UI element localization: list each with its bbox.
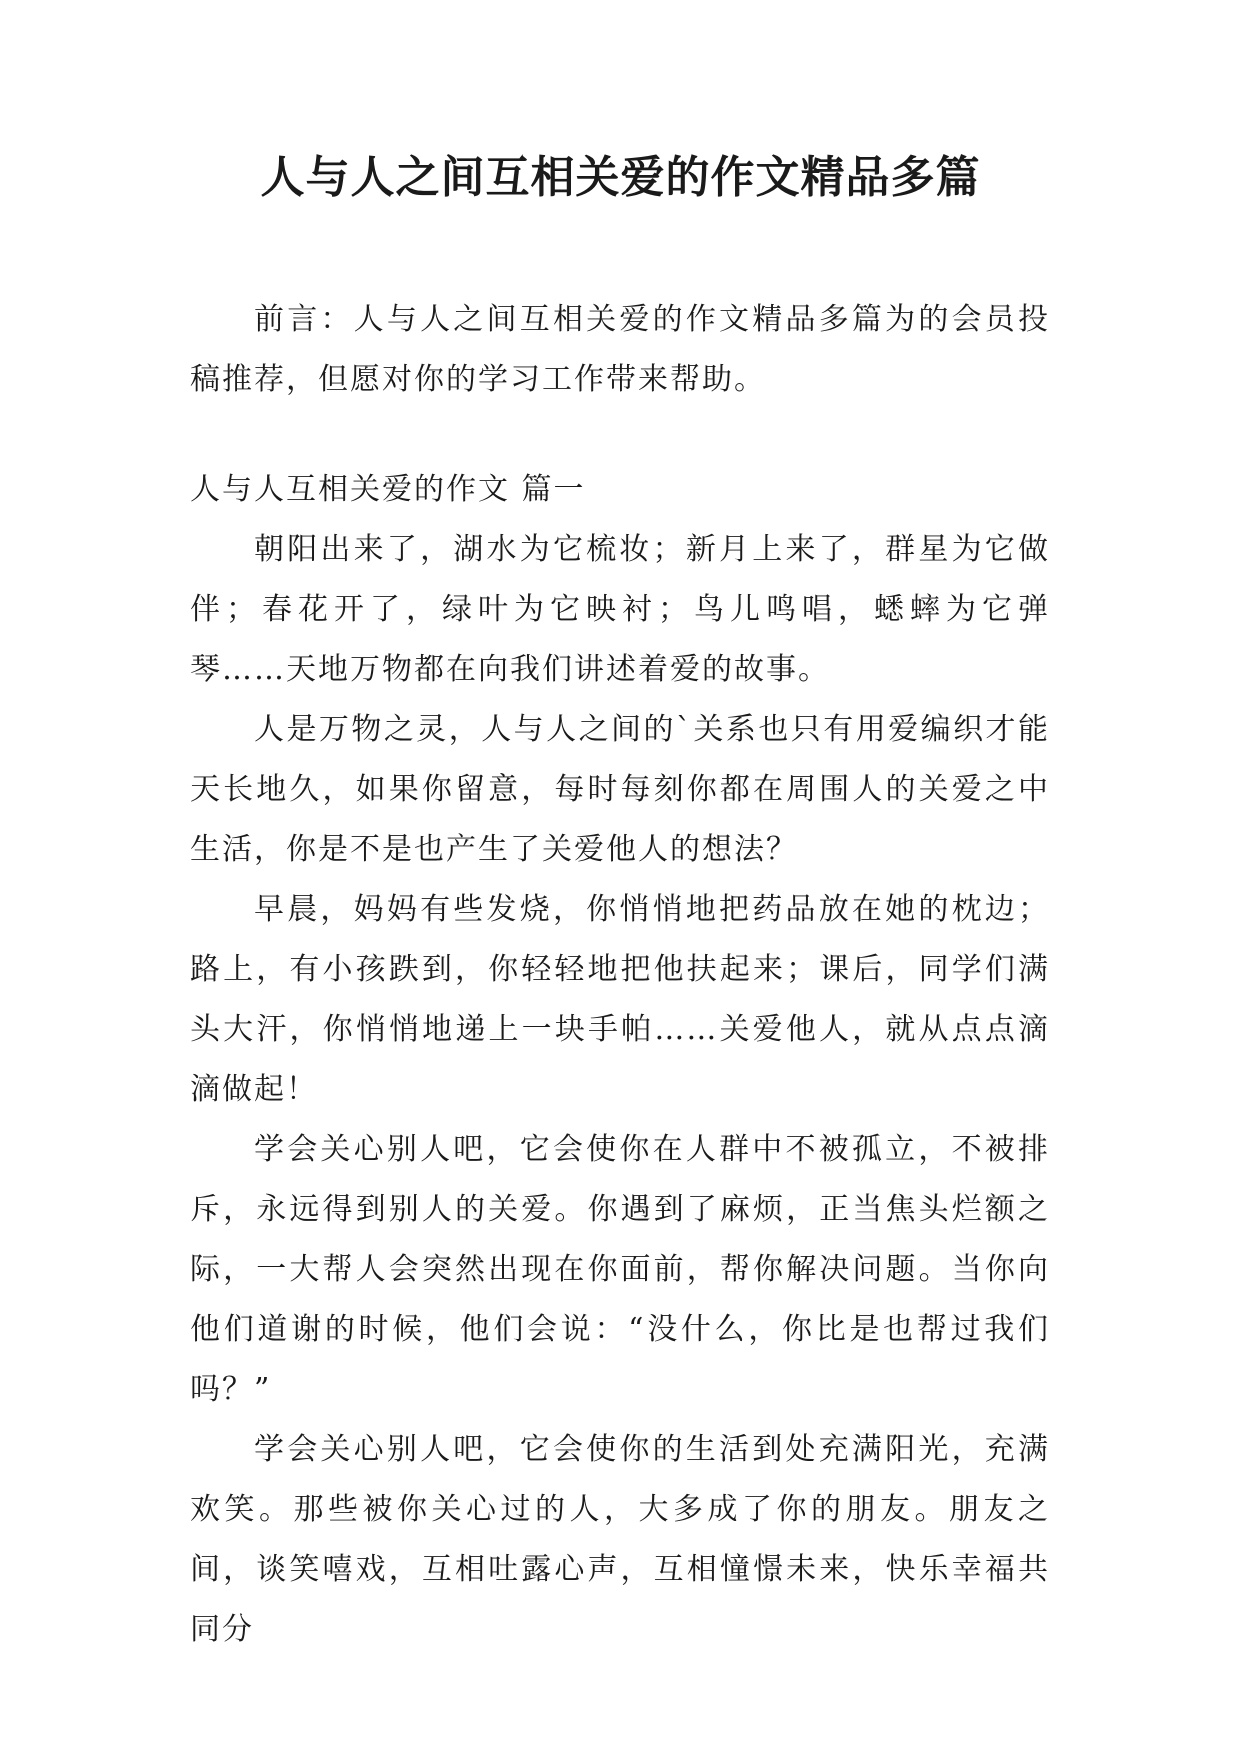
body-paragraph: 早晨，妈妈有些发烧，你悄悄地把药品放在她的枕边；路上，有小孩跌到，你轻轻地把他扶起来；课后，同学们满头大汗，你悄悄地递上一块手帕……关爱他人，就从点点滴滴做起！ [190,892,1050,1107]
body-paragraph: 朝阳出来了，湖水为它梳妆；新月上来了，群星为它做伴；春花开了，绿叶为它映衬；鸟儿鸣唱，蟋蟀为它弹琴……天地万物都在向我们讲述着爱的故事。 [190,532,1050,687]
section-heading: 人与人互相关爱的作文 篇一 [190,472,586,507]
body-paragraph: 学会关心别人吧，它会使你在人群中不被孤立，不被排斥，永远得到别人的关爱。你遇到了麻烦，正当焦头烂额之际，一大帮人会突然出现在你面前，帮你解决问题。当你向他们道谢的时候，他们会说：“没什么，你比是也帮过我们吗？” [190,1132,1050,1407]
document-title: 人与人之间互相关爱的作文精品多篇 [260,152,981,203]
preface-paragraph: 前言：人与人之间互相关爱的作文精品多篇为的会员投稿推荐，但愿对你的学习工作带来帮助。 [190,302,1050,397]
body-paragraph: 学会关心别人吧，它会使你的生活到处充满阳光，充满欢笑。那些被你关心过的人，大多成了你的朋友。朋友之间，谈笑嘻戏，互相吐露心声，互相憧憬未来，快乐幸福共同分 [190,1432,1050,1647]
article-body [190,460,1050,1660]
preface-block [190,290,1050,410]
body-paragraph: 人是万物之灵，人与人之间的`关系也只有用爱编织才能天长地久，如果你留意，每时每刻你都在周围人的关爱之中生活，你是不是也产生了关爱他人的想法？ [190,712,1050,867]
